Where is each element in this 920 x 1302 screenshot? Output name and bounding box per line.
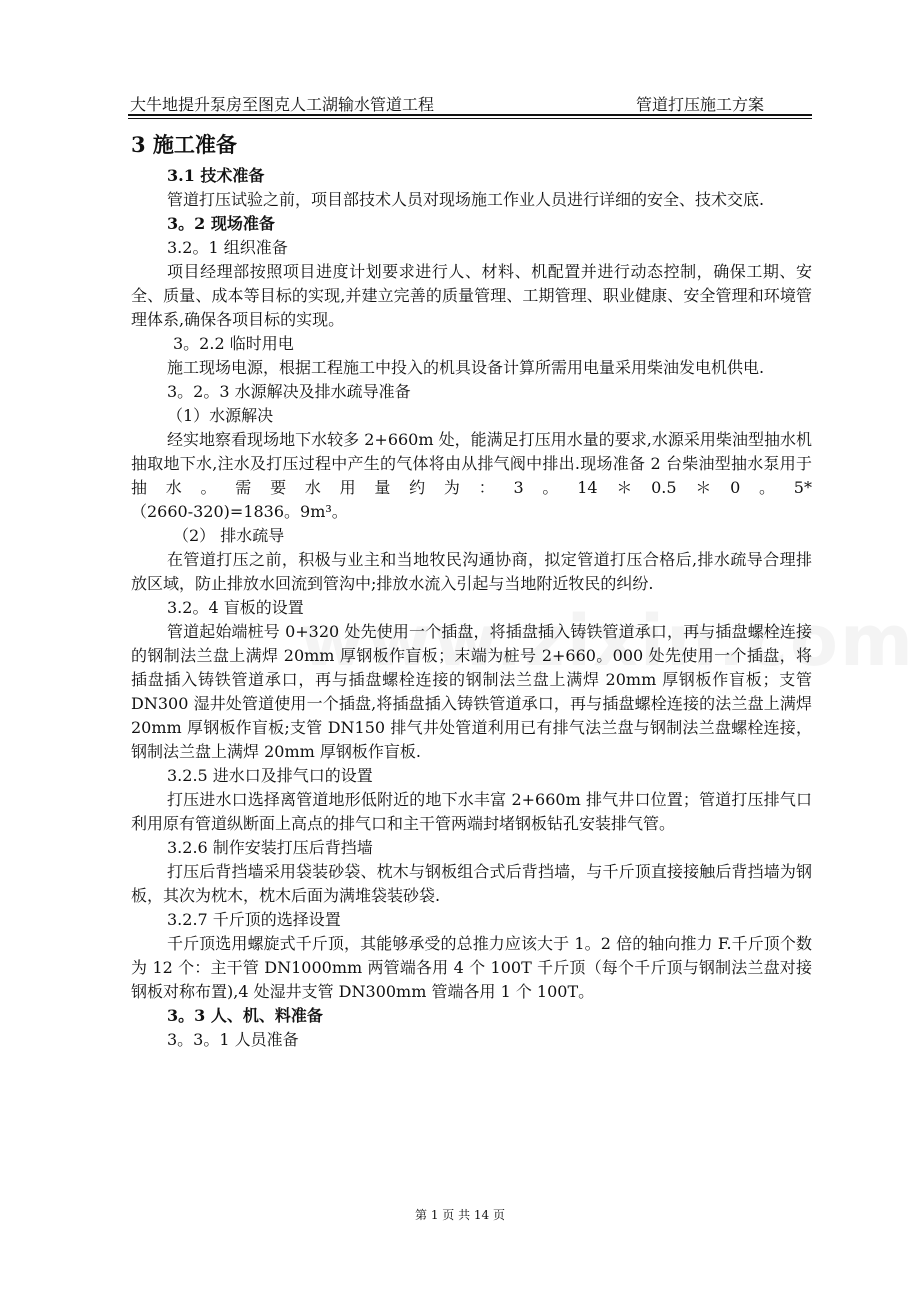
paragraph-3-2-5: 打压进水口选择离管道地形低附近的地下水丰富 2+660m 排气井口位置；管道打压排气口利用原有管道纵断面上高点的排气口和主干管两端封堵钢板钻孔安装排气管。	[131, 790, 812, 833]
item-heading-water-source: （1）水源解决	[167, 406, 274, 425]
paragraph-water-source: 经实地察看现场地下水较多 2+660m 处，能满足打压用水量的要求,水源采用柴油型抽水机抽取地下水,注水及打压过程中产生的气体将由从排气阀中排出.现场准备 2 台柴油型抽水泵用于抽水。需要水用量约为：3。14＊0.5＊0。5*	[131, 430, 812, 497]
section-heading-3-3: 3。3 人、机、料准备	[167, 1006, 323, 1025]
document-body	[131, 126, 812, 1052]
section-heading-3-2: 3。2 现场准备	[167, 214, 275, 233]
header-project-title: 大牛地提升泵房至图克人工湖输水管道工程	[130, 95, 435, 114]
header-rule-thick	[128, 114, 812, 116]
item-heading-drainage: （2） 排水疏导	[173, 526, 285, 545]
subsection-heading-3-2-7: 3.2.7 千斤顶的选择设置	[167, 910, 341, 929]
paragraph-3-1: 管道打压试验之前，项目部技术人员对现场施工作业人员进行详细的安全、技术交底.	[167, 190, 765, 209]
paragraph-3-2-2: 施工现场电源，根据工程施工中投入的机具设备计算所需用电量采用柴油发电机供电.	[167, 358, 765, 377]
paragraph-3-2-6: 打压后背挡墙采用袋装砂袋、枕木与钢板组合式后背挡墙，与千斤顶直接接触后背挡墙为钢板，其次为枕木，枕木后面为满堆袋装砂袋.	[131, 862, 812, 905]
subsection-heading-3-2-3: 3。2。3 水源解决及排水疏导准备	[167, 382, 411, 401]
header-document-title: 管道打压施工方案	[636, 95, 765, 114]
header-rule-thin	[128, 118, 812, 119]
page-footer: 第 1 页 共 14 页	[415, 1208, 505, 1222]
section-heading-3-1: 3.1 技术准备	[167, 166, 265, 185]
subsection-heading-3-2-4: 3.2。4 盲板的设置	[167, 598, 304, 617]
paragraph-3-2-4: 管道起始端桩号 0+320 处先使用一个插盘，将插盘插入铸铁管道承口，再与插盘螺栓连接的钢制法兰盘上满焊 20mm 厚钢板作盲板；末端为桩号 2+660。000 处先使用一个插盘，将插盘插入铸铁管道承口，再与插盘螺栓连接的钢制法兰盘上满焊 20mm 厚钢板作盲板；支管 DN300 湿井处管道使用一个插盘,将插盘插入铸铁管道承口，再与插盘螺栓连接的法兰盘上满焊 20mm 厚钢板作盲板;支管 DN150 排气井处管道利用已有排气法兰盘与钢制法兰盘螺栓连接，钢制法兰盘上满焊 20mm 厚钢板作盲板.	[131, 622, 812, 761]
subsection-heading-3-2-5: 3.2.5 进水口及排气口的设置	[167, 766, 373, 785]
paragraph-3-2-7: 千斤顶选用螺旋式千斤顶，其能够承受的总推力应该大于 1。2 倍的轴向推力 F.千斤顶个数为 12 个：主干管 DN1000mm 两管端各用 4 个 100T 千斤顶（每个千斤顶与钢制法兰盘对接钢板对称布置),4 处湿井支管 DN300mm 管端各用 1 个 100T。	[131, 934, 812, 1001]
subsection-heading-3-2-6: 3.2.6 制作安装打压后背挡墙	[167, 838, 373, 857]
paragraph-3-2-1: 项目经理部按照项目进度计划要求进行人、材料、机配置并进行动态控制，确保工期、安全、质量、成本等目标的实现,并建立完善的质量管理、工期管理、职业健康、安全管理和环境管理体系,确保各项目标的实现。	[131, 262, 812, 329]
subsection-heading-3-2-1: 3.2。1 组织准备	[167, 238, 288, 257]
paragraph-drainage: 在管道打压之前，积极与业主和当地牧民沟通协商，拟定管道打压合格后,排水疏导合理排放区域，防止排放水回流到管沟中;排放水流入引起与当地附近牧民的纠纷.	[131, 550, 812, 593]
chapter-heading: 3 施工准备	[131, 132, 237, 157]
paragraph-water-volume: （2660-320)=1836。9m³。	[131, 502, 348, 521]
subsection-heading-3-2-2: 3。2.2 临时用电	[173, 334, 294, 353]
subsection-heading-3-3-1: 3。3。1 人员准备	[167, 1030, 299, 1049]
